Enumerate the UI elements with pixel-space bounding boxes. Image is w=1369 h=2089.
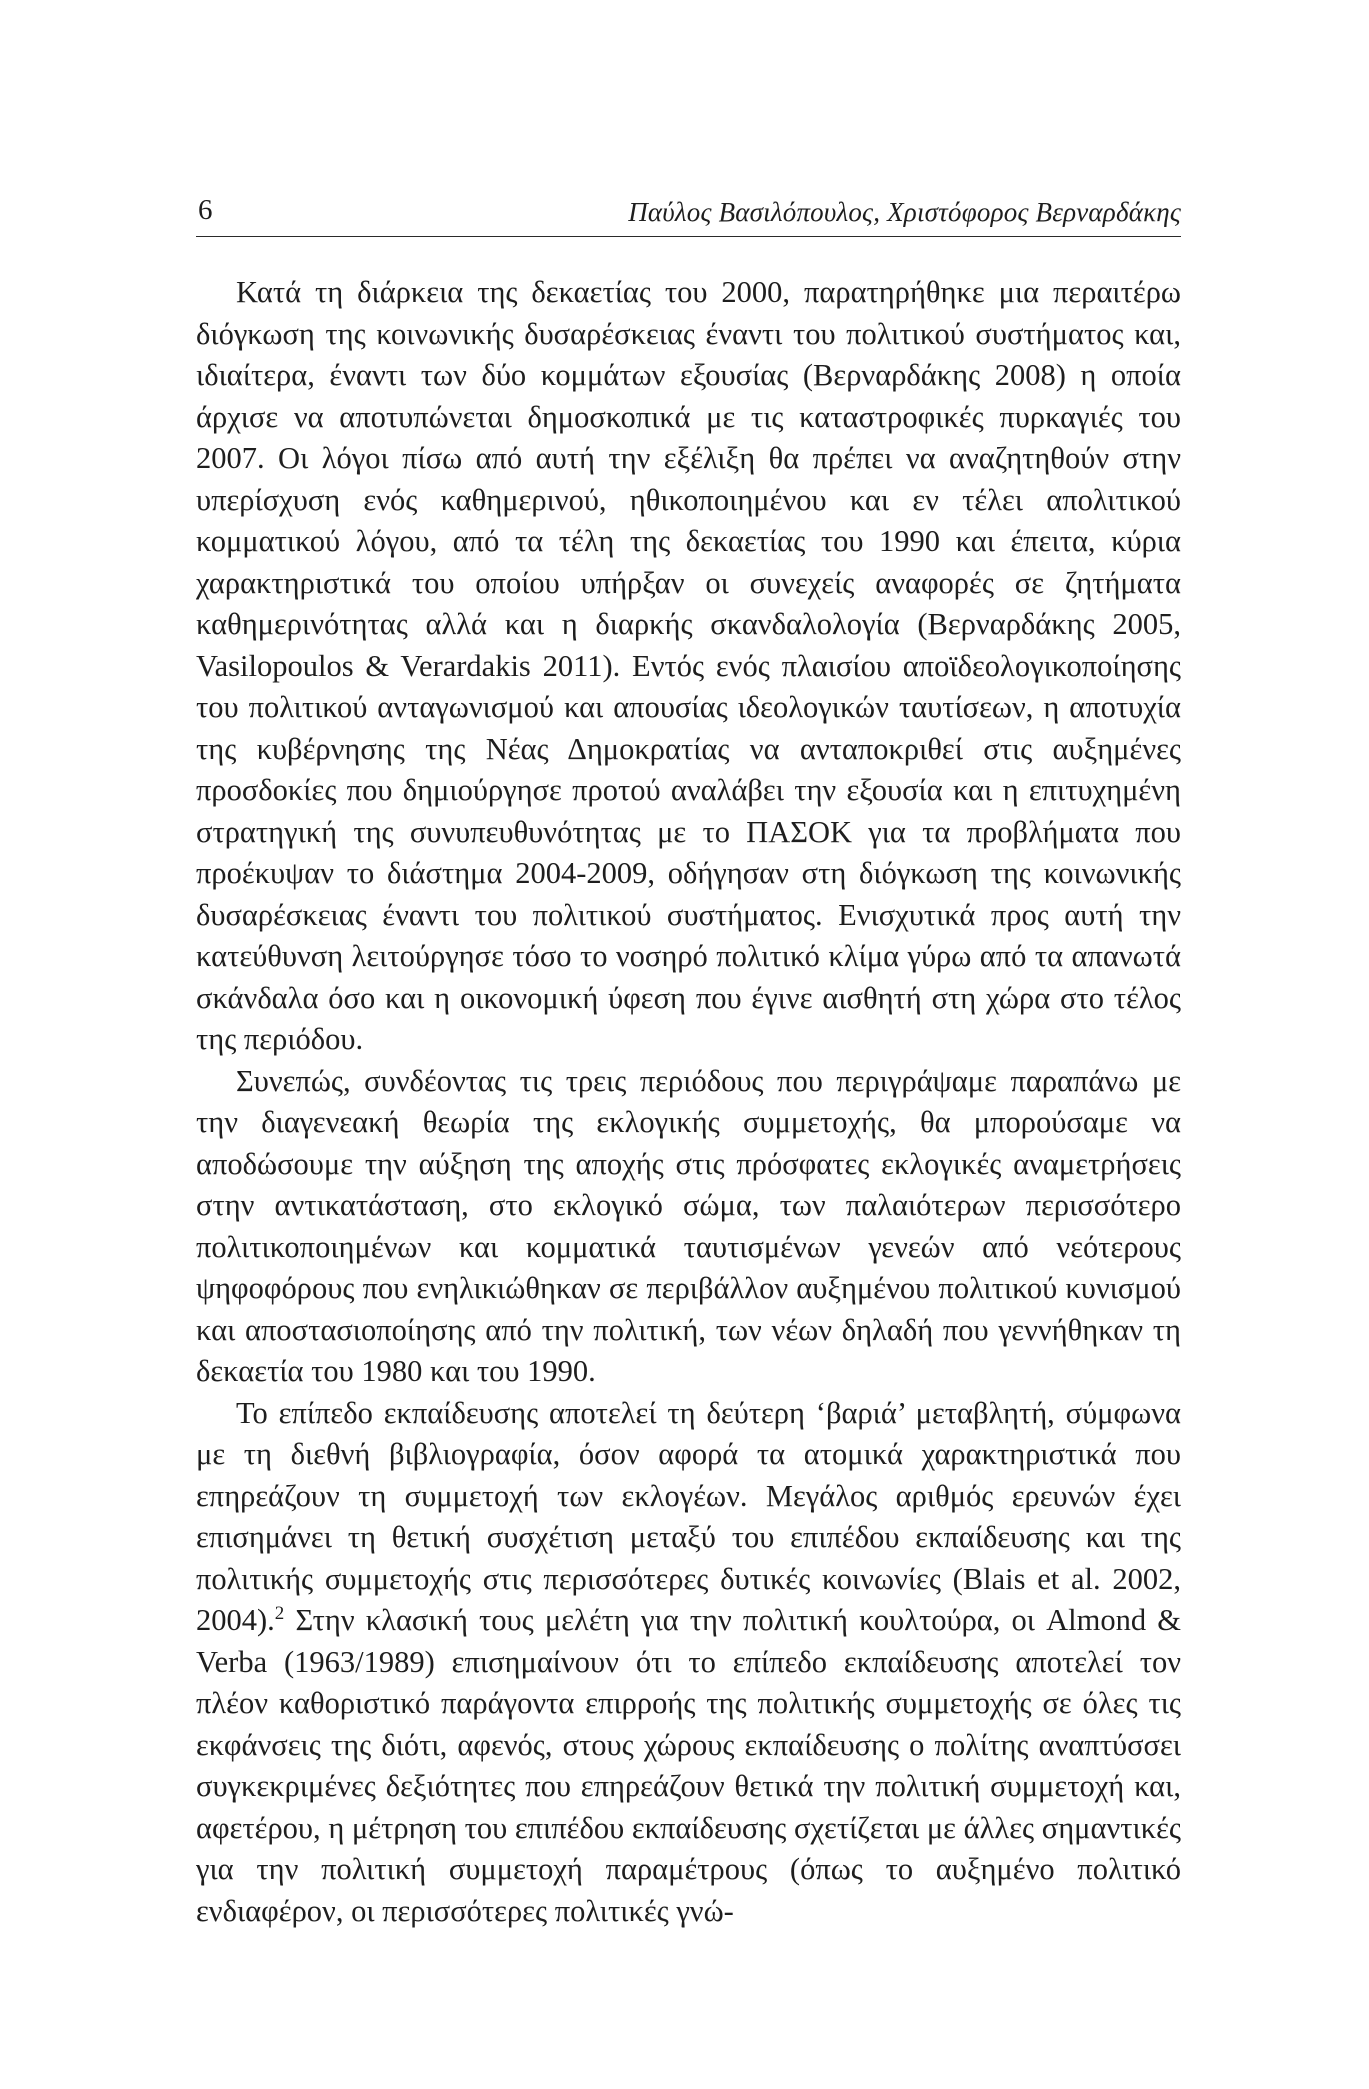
footnote-reference[interactable]: 2 xyxy=(274,1602,285,1624)
book-page xyxy=(196,0,1181,2089)
body-text xyxy=(196,272,1181,1932)
paragraph-text: Το επίπεδο εκπαίδευσης αποτελεί τη δεύτερη ‘βαριά’ μεταβλητή, σύμφωνα με τη διεθνή βιβλιογραφία, όσον αφορά τα ατομικά χαρακτηριστικά που επηρεάζουν τη συμμετοχή των εκλογέων. Μεγάλος αριθμός ερευνών έχει επισημάνει τη θετική συσχέτιση μεταξύ του επιπέδου εκπαίδευσης και της πολιτικής συμμετοχής στις περισσότερες δυτικές κοινωνίες (Blais et al. 2002, 2004). xyxy=(196,1395,1181,1637)
running-header xyxy=(196,192,1181,237)
paragraph: Συνεπώς, συνδέοντας τις τρεις περιόδους που περιγράψαμε παραπάνω με την διαγενεακή θεωρία της εκλογικής συμμετοχής, θα μπορούσαμε να αποδώσουμε την αύξηση της αποχής στις πρόσφατες εκλογικές αναμετρήσεις στην αντικατάσταση, στο εκλογικό σώμα, των παλαιότερων περισσότερο πολιτικοποιημένων και κομματικά ταυτισμένων γενεών από νεότερους ψηφοφόρους που ενηλικιώθηκαν σε περιβάλλον αυξημένου πολιτικού κυνισμού και αποστασιοποίησης από την πολιτική, των νέων δηλαδή που γεννήθηκαν τη δεκαετία του 1980 και του 1990. xyxy=(196,1063,1181,1388)
paragraph-text: Στην κλασική τους μελέτη για την πολιτική κουλτούρα, οι Almond & Verba (1963/1989) επισημαίνουν ότι το επίπεδο εκπαίδευσης αποτελεί τον πλέον καθοριστικό παράγοντα επιρροής της πολιτικής συμμετοχής σε όλες τις εκφάνσεις της διότι, αφενός, στους χώρους εκπαίδευσης ο πολίτης αναπτύσσει συγκεκριμένες δεξιότητες που επηρεάζουν θετικά την πολιτική συμμετοχή και, αφετέρου, η μέτρηση του επιπέδου εκπαίδευσης σχετίζεται με άλλες σημαντικές για την πολιτική συμμετοχή παραμέτρους (όπως το αυξημένο πολιτικό ενδιαφέρον, οι περισσότερες πολιτικές γνώ- xyxy=(196,1603,1181,1928)
paragraph xyxy=(196,1393,1181,1933)
running-header-authors: Παύλος Βασιλόπουλος, Χριστόφορος Βερναρδάκης xyxy=(628,197,1181,227)
paragraph: Κατά τη διάρκεια της δεκαετίας του 2000, παρατηρήθηκε μια περαιτέρω διόγκωση της κοινωνικής δυσαρέσκειας έναντι του πολιτικού συστήματος και, ιδιαίτερα, έναντι των δύο κομμάτων εξουσίας (Βερναρδάκης 2008) η οποία άρχισε να αποτυπώνεται δημοσκοπικά με τις καταστροφικές πυρκαγιές του 2007. Οι λόγοι πίσω από αυτή την εξέλιξη θα πρέπει να αναζητηθούν στην υπερίσχυση ενός καθημερινού, ηθικοποιημένου και εν τέλει απολιτικού κομματικού λόγου, από τα τέλη της δεκαετίας του 1990 και έπειτα, κύρια χαρακτηριστικά του οποίου υπήρξαν οι συνεχείς αναφορές σε ζητήματα καθημερινότητας αλλά και η διαρκής σκανδαλολογία (Βερναρδάκης 2005, Vasilopoulos & Verardakis 2011). Εντός ενός πλαισίου αποϊδεολογικοποίησης του πολιτικού ανταγωνισμού και απουσίας ιδεολογικών ταυτίσεων, η αποτυχία της κυβέρνησης της Νέας Δημοκρατίας να ανταποκριθεί στις αυξημένες προσδοκίες που δημιούργησε προτού αναλάβει την εξουσία και η επιτυχημένη στρατηγική της συνυπευθυνότητας με το ΠΑΣΟΚ για τα προβλήματα που προέκυψαν το διάστημα 2004-2009, οδήγησαν στη διόγκωση της κοινωνικής δυσαρέσκειας έναντι του πολιτικού συστήματος. Ενισχυτικά προς αυτή την κατεύθυνση λειτούργησε τόσο το νοσηρό πολιτικό κλίμα γύρω από τα απανωτά σκάνδαλα όσο και η οικονομική ύφεση που έγινε αισθητή στη χώρα στο τέλος της περιόδου. xyxy=(196,275,1181,1056)
page-number: 6 xyxy=(198,194,213,226)
